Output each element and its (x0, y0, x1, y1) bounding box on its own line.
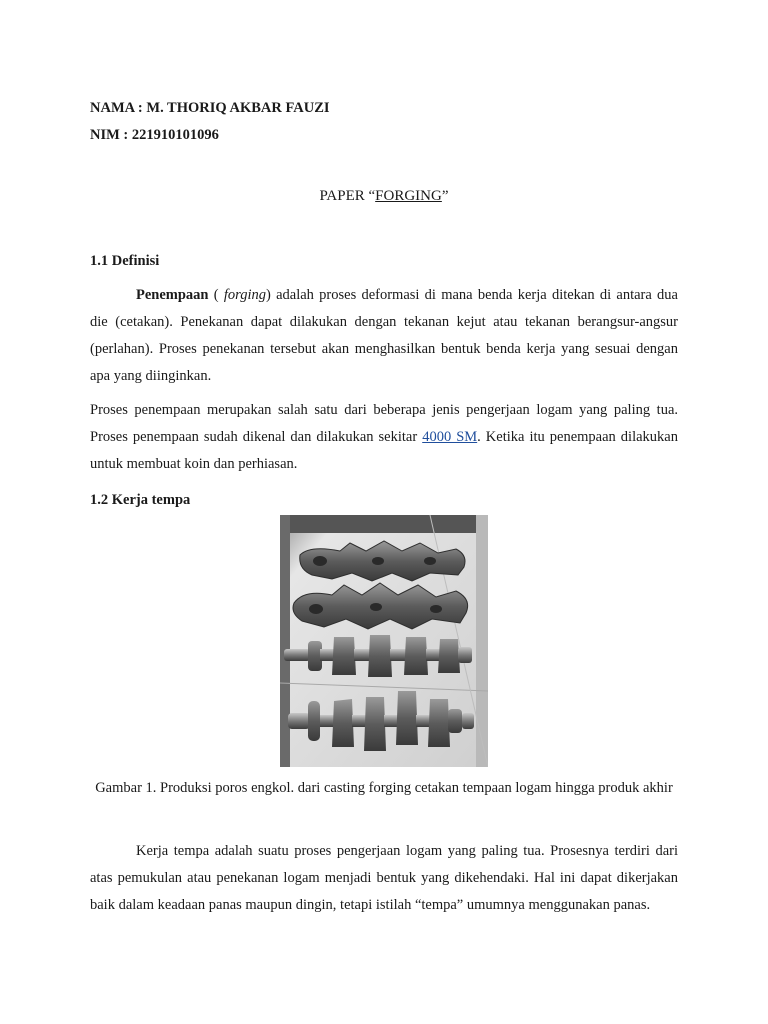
paragraph-definisi-1 (90, 282, 678, 390)
crankshaft-photo (280, 515, 488, 767)
student-id: NIM : 221910101096 (90, 127, 219, 143)
section-heading-kerja-tempa: 1.2 Kerja tempa (90, 492, 191, 508)
paragraph-definisi-2-text-a: Proses penempaan merupakan salah satu dari beberapa jenis pengerjaan logam yang paling tua. Proses penempaan sudah dikenal dan dilakukan sekitar (90, 402, 678, 445)
link-4000-sm[interactable]: 4000 SM (422, 429, 478, 445)
section-heading-definisi: 1.1 Definisi (90, 253, 160, 269)
title-suffix: ” (441, 188, 449, 204)
paper-title (0, 186, 768, 206)
figure-caption: Gambar 1. Produksi poros engkol. dari casting forging cetakan tempaan logam hingga produk akhir (95, 780, 673, 796)
student-name: NAMA : M. THORIQ AKBAR FAUZI (90, 100, 330, 116)
paragraph-definisi-1-text: ) adalah proses deformasi di mana benda kerja ditekan di antara dua die (cetakan). Penekanan dapat dilakukan dengan tekanan kejut atau tekanan berangsur-angsur (perlahan). Proses penekanan tersebut akan menghasilkan bentuk benda kerja yang sesuai dengan apa yang diinginkan. (90, 287, 678, 384)
paragraph-kerja-tempa: Kerja tempa adalah suatu proses pengerjaan logam yang paling tua. Prosesnya terdiri dari atas pemukulan atau penekanan logam menjadi bentuk yang dikehendaki. Hal ini dapat dikerjakan baik dalam keadaan panas maupun dingin, tetapi istilah “tempa” umumnya menggunakan panas. (90, 843, 678, 913)
paren-open: ( (208, 287, 224, 303)
term-forging: forging (223, 287, 266, 303)
paragraph-definisi-2-text-b: . Ketika itu penempaan dilakukan untuk membuat koin dan perhiasan. (90, 429, 678, 472)
paragraph-definisi-2 (90, 397, 678, 478)
term-penempaan: Penempaan (136, 287, 209, 303)
title-word: FORGING (375, 188, 442, 204)
title-prefix: PAPER “ (319, 188, 376, 204)
